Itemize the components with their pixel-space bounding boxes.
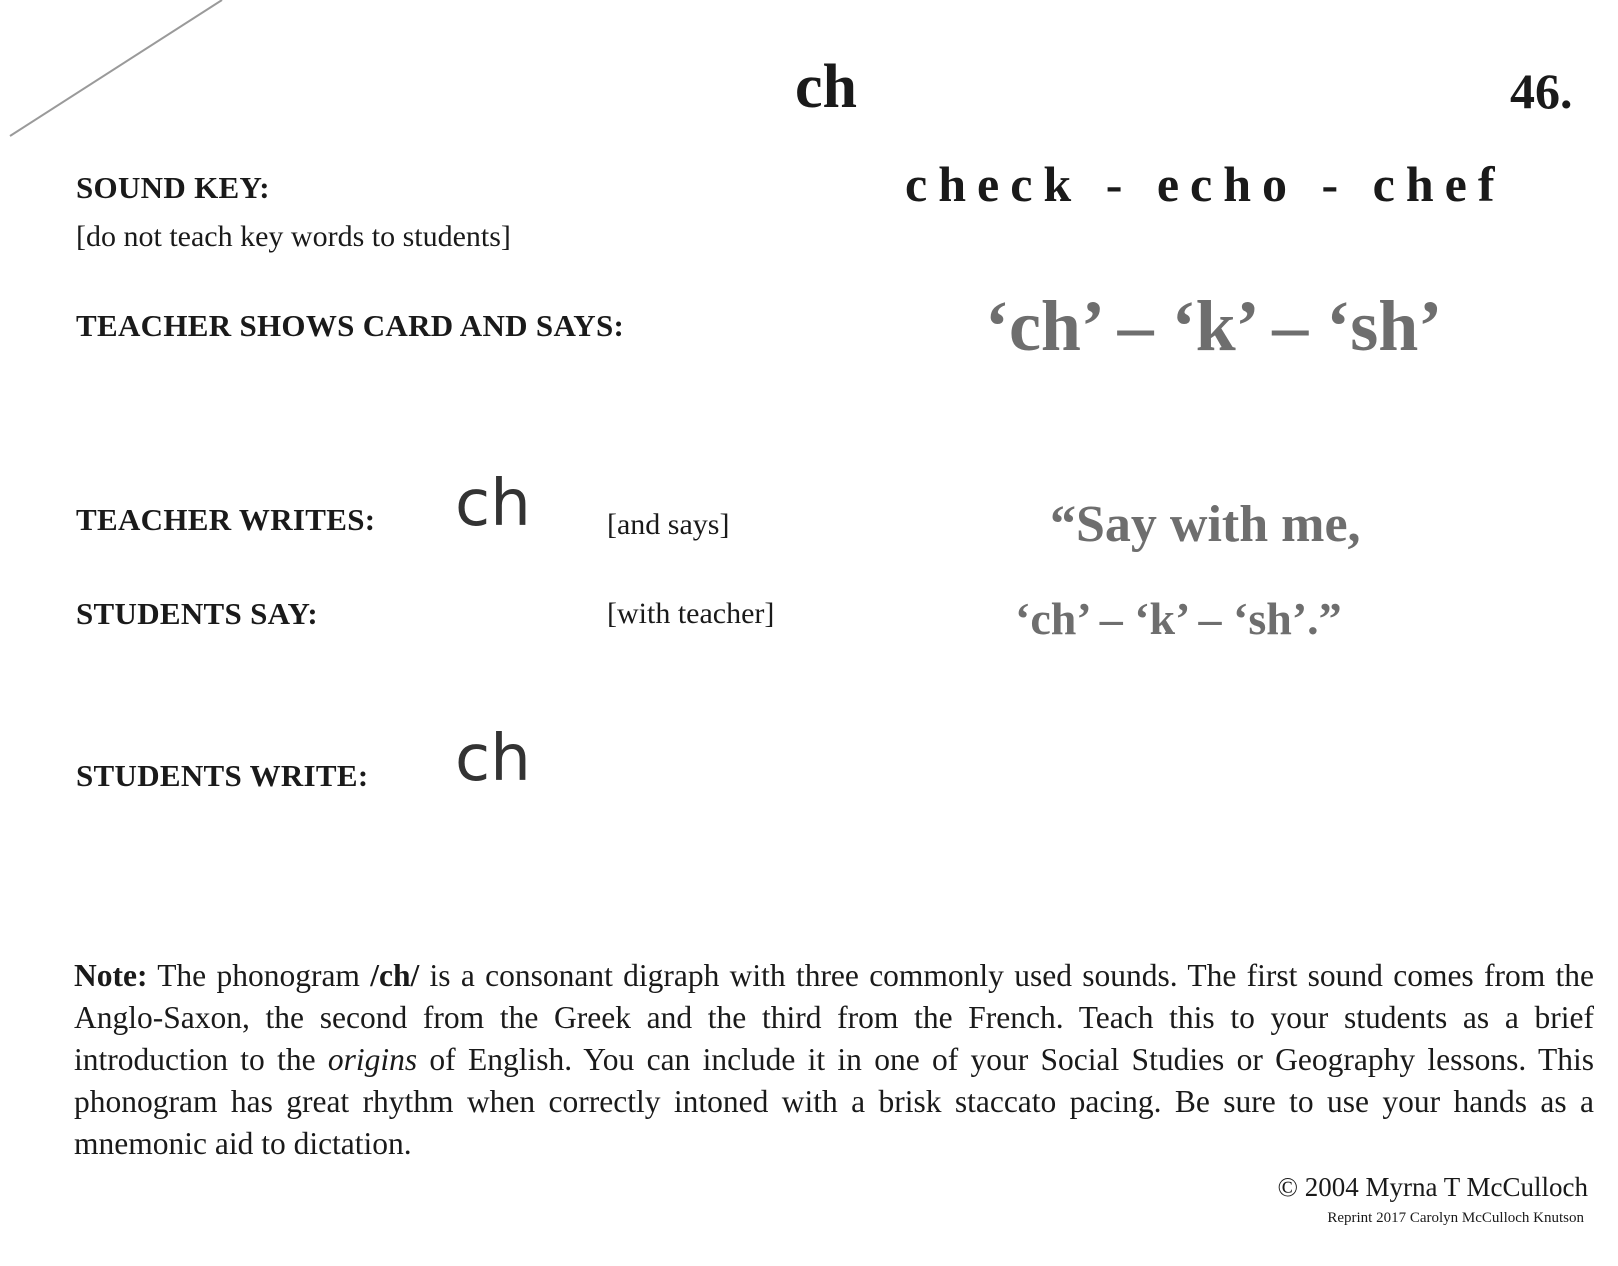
sounds-quote: ‘ch’ – ‘k’ – ‘sh’.” <box>1015 593 1342 644</box>
students-written-phonogram: ch <box>455 722 531 796</box>
note-text-2: is a consonant digraph with three commonly used sounds. The first sound comes from the Anglo-Saxon, the second from the Greek and the third from the French. Teach this to your students as a brief introduction to the <box>74 958 1594 1077</box>
card-number: 46. <box>1510 63 1573 119</box>
students-write-label: STUDENTS WRITE: <box>76 758 369 793</box>
note-emphasis: origins <box>327 1042 418 1077</box>
teacher-shows-label: TEACHER SHOWS CARD AND SAYS: <box>76 308 625 343</box>
with-teacher-aside: [with teacher] <box>607 597 775 630</box>
students-say-label: STUDENTS SAY: <box>76 596 318 631</box>
sounds-display: ‘ch’ – ‘k’ – ‘sh’ <box>985 286 1443 366</box>
key-words: check - echo - chef <box>905 156 1506 212</box>
card-phonogram-title: ch <box>795 53 857 121</box>
say-with-me-quote: “Say with me, <box>1050 496 1361 553</box>
teacher-writes-label: TEACHER WRITES: <box>76 502 376 537</box>
and-says-aside: [and says] <box>607 508 730 541</box>
copyright: © 2004 Myrna T McCulloch <box>1277 1172 1588 1202</box>
note-label: Note: <box>74 958 148 993</box>
note-text-3: of English. You can include it in one of your Social Studies or Geography lessons. This phonogram has great rhythm when correctly intoned with a brisk staccato pacing. Be sure to use your hands as a mnemonic aid to dictation. <box>74 1042 1594 1161</box>
sound-key-label: SOUND KEY: <box>76 170 270 205</box>
teacher-written-phonogram: ch <box>455 467 531 541</box>
corner-crease-line <box>0 0 240 150</box>
sound-key-note: [do not teach key words to students] <box>76 220 511 253</box>
note-phonogram: /ch/ <box>370 958 420 993</box>
note-text-1: The phonogram <box>147 958 371 993</box>
reprint-credit: Reprint 2017 Carolyn McCulloch Knutson <box>1327 1210 1584 1226</box>
teaching-note <box>74 955 1594 1165</box>
